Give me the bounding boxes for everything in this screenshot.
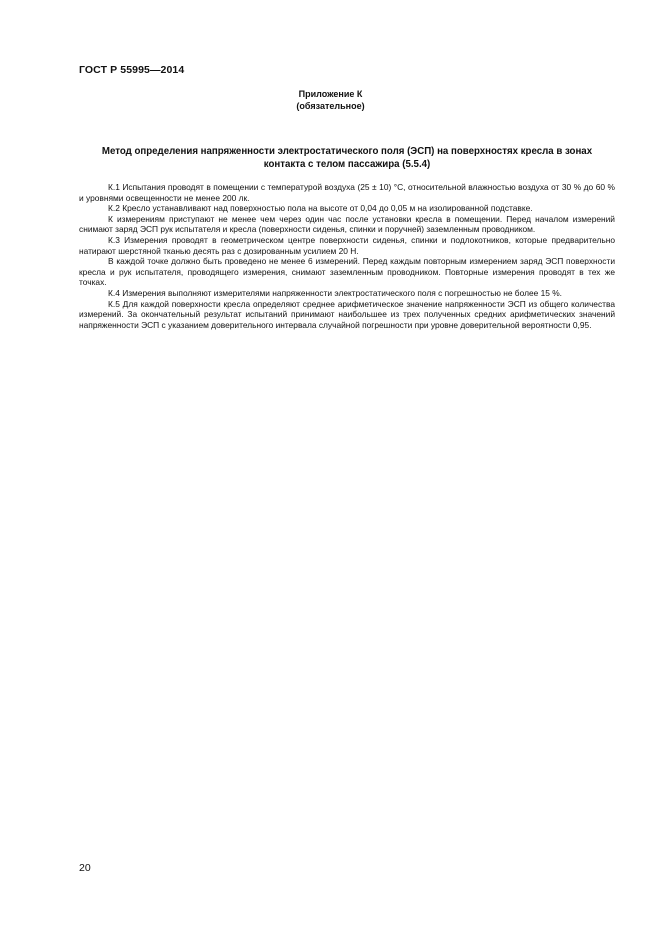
paragraph-k2: К.2 Кресло устанавливают над поверхностью пола на высоте от 0,04 до 0,05 м на изолированной подставке. — [108, 203, 533, 214]
section-title: Метод определения напряженности электростатического поля (ЭСП) на поверхностях кресла в зонах контакта с телом пассажира (5.5.4) — [101, 146, 593, 170]
page-number: 20 — [79, 862, 91, 874]
standard-code: ГОСТ Р 55995—2014 — [79, 64, 185, 76]
annex-title: Приложение К — [298, 89, 363, 99]
paragraph-k4: К.4 Измерения выполняют измерителями напряженности электростатического поля с погрешностью не более 15 %. — [108, 287, 563, 298]
paragraph-k3: К.3 Измерения проводят в геометрическом центре поверхности сиденья, спинки и подлокотников, которые предварительно натирают шерстяной тканью десять раз с дозированным усилием 20 Н. — [79, 234, 615, 256]
annex-type: (обязательное) — [296, 101, 365, 111]
paragraph-k5: К.5 Для каждой поверхности кресла определяют среднее арифметическое значение напряженности ЭСП из общего количества измерений. За окончательный результат испытаний принимают наибольшее из трех полученных средних арифметических значений напряженности ЭСП с указанием доверительного интервала случайной погрешности при уровне доверительной вероятности 0,95. — [79, 298, 615, 330]
paragraph-k3-repeats: В каждой точке должно быть проведено не менее 6 измерений. Перед каждым повторным измерением заряд ЭСП поверхности кресла и рук испытателя, проводящего измерения, снимают заземленным проводником. Повторные измерения проводят в тех же точках. — [79, 256, 615, 288]
document-body — [79, 182, 615, 330]
paragraph-k1: К.1 Испытания проводят в помещении с температурой воздуха (25 ± 10) °С, относительной влажностью воздуха от 30 % до 60 % и уровнями освещенности не менее 200 лк. — [79, 182, 615, 203]
paragraph-k2-measurements: К измерениям приступают не менее чем через один час после установки кресла в помещении. Перед началом измерений снимают заряд ЭСП рук испытателя и кресла (поверхности сиденья, спинки и поручней) заземленным проводником. — [79, 213, 615, 235]
